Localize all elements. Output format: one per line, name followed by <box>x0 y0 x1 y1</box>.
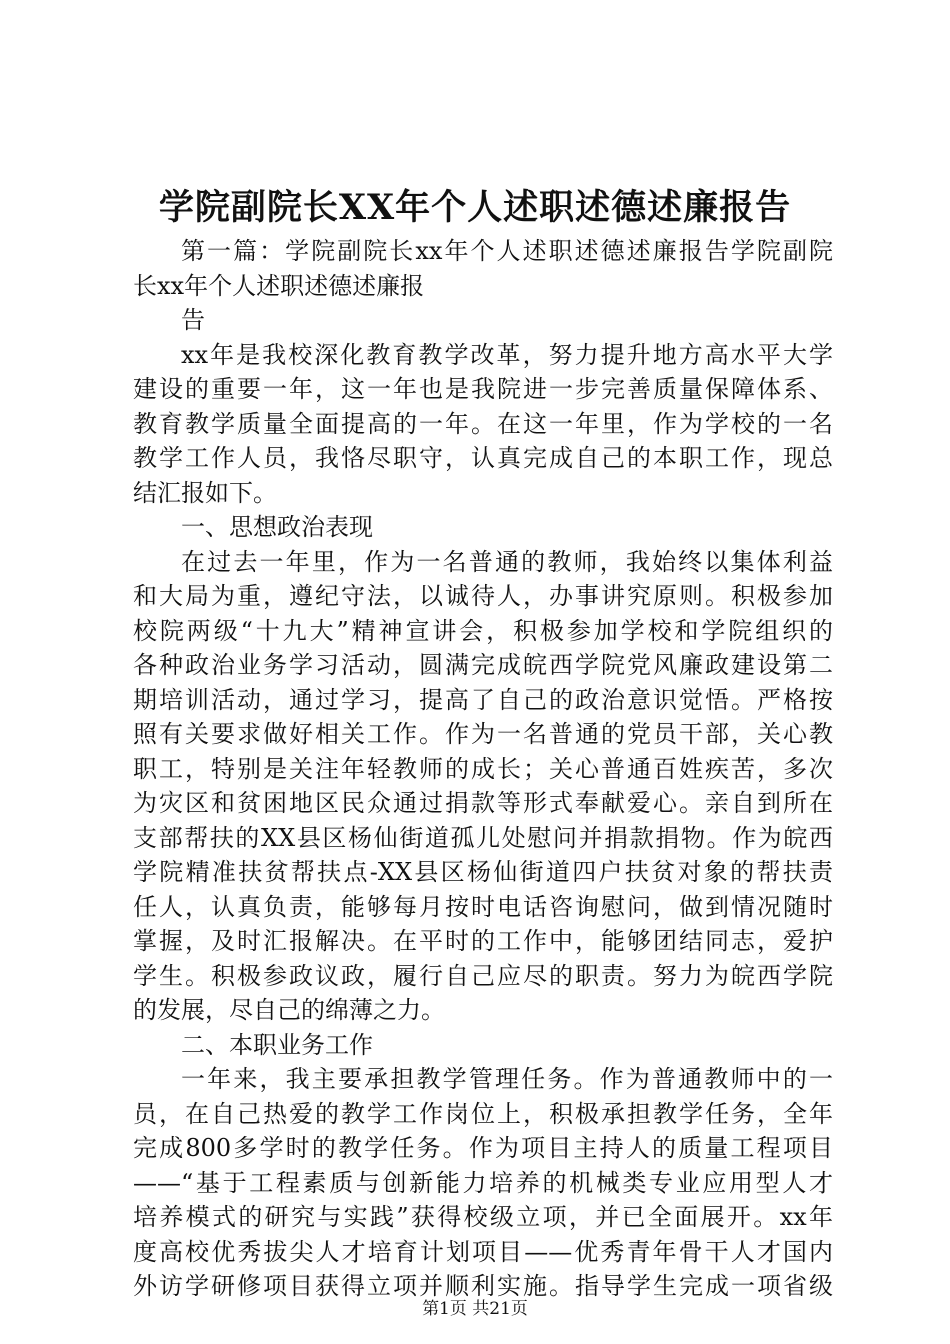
text-line: 一年来，我主要承担教学管理任务。作为普通教师中的一 <box>181 1065 833 1093</box>
document-body <box>133 234 833 1304</box>
text-line: 完成800多学时的教学任务。作为项目主持人的质量工程项目 <box>133 1134 833 1162</box>
text-line: 任人，认真负责，能够每月按时电话咨询慰问，做到情况随时 <box>133 892 833 921</box>
text-line: 告 <box>181 306 205 334</box>
text-line: 的发展，尽自己的绵薄之力。 <box>133 996 445 1024</box>
document-title: 学院副院长XX年个人述职述德述廉报告 <box>158 187 792 228</box>
text-line: 学院精准扶贫帮扶点-XX县区杨仙街道四户扶贫对象的帮扶责 <box>133 858 833 886</box>
text-line: 教学工作人员，我恪尽职守，认真完成自己的本职工作，现总 <box>133 444 833 472</box>
section-heading: 一、思想政治表现 <box>181 513 373 541</box>
text-line: 结汇报如下。 <box>133 478 277 507</box>
text-line: 各种政治业务学习活动，圆满完成皖西学院党风廉政建设第二 <box>133 651 833 679</box>
text-line: 员，在自己热爱的教学工作岗位上，积极承担教学任务，全年 <box>133 1099 833 1128</box>
text-line: 掌握，及时汇报解决。在平时的工作中，能够团结同志，爱护 <box>133 927 833 955</box>
text-line: 为灾区和贫困地区民众通过捐款等形式奉献爱心。亲自到所在 <box>133 789 833 817</box>
text-line: 建设的重要一年，这一年也是我院进一步完善质量保障体系、 <box>133 375 833 403</box>
text-line: 照有关要求做好相关工作。作为一名普通的党员干部，关心教 <box>133 720 833 748</box>
text-line: 教育教学质量全面提高的一年。在这一年里，作为学校的一名 <box>133 409 833 438</box>
text-line: 在过去一年里，作为一名普通的教师，我始终以集体利益 <box>181 547 833 576</box>
section-heading: 二、本职业务工作 <box>181 1030 373 1059</box>
text-line: ——“基于工程素质与创新能力培养的机械类专业应用型人才 <box>133 1168 833 1197</box>
text-line: 期培训活动，通过学习，提高了自己的政治意识觉悟。严格按 <box>133 685 833 714</box>
text-line: 和大局为重，遵纪守法，以诚待人，办事讲究原则。积极参加 <box>133 582 833 610</box>
text-line: 学生。积极参政议政，履行自己应尽的职责。努力为皖西学院 <box>133 961 833 990</box>
text-line: xx年是我校深化教育教学改革，努力提升地方高水平大学 <box>181 340 833 369</box>
text-line: 校院两级“十九大”精神宣讲会，积极参加学校和学院组织的 <box>133 616 833 645</box>
text-line: 支部帮扶的XX县区杨仙街道孤儿处慰问并捐款捐物。作为皖西 <box>133 823 833 852</box>
text-line: 职工，特别是关注年轻教师的成长；关心普通百姓疾苦，多次 <box>133 754 833 783</box>
text-line: 外访学研修项目获得立项并顺利实施。指导学生完成一项省级 <box>133 1272 833 1300</box>
text-line: 第一篇：学院副院长xx年个人述职述德述廉报告学院副院 <box>181 237 833 265</box>
page-footer: 第1页 共21页 <box>422 1299 528 1319</box>
text-line: 度高校优秀拔尖人才培育计划项目——优秀青年骨干人才国内 <box>133 1237 833 1266</box>
text-line: 培养模式的研究与实践”获得校级立项，并已全面展开。xx年 <box>133 1203 833 1231</box>
text-line: 长xx年个人述职述德述廉报 <box>133 271 425 300</box>
